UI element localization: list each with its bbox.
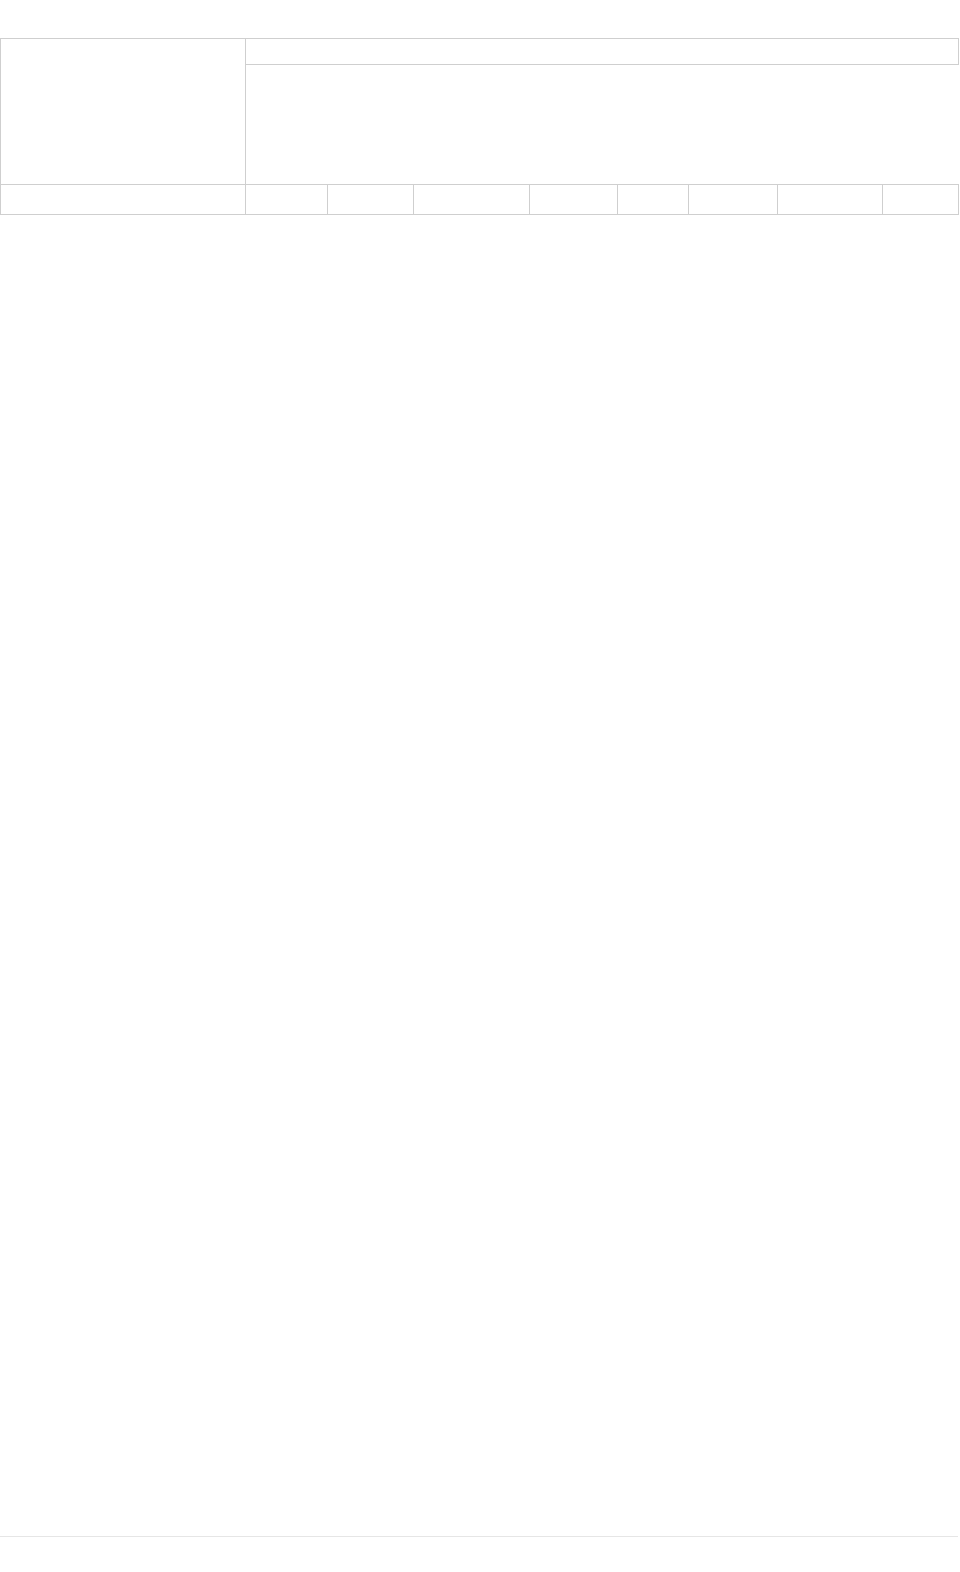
corner-cell	[1, 39, 246, 185]
group-header	[246, 39, 959, 65]
data-table	[0, 38, 959, 215]
divider	[0, 1536, 958, 1537]
section-header	[1, 185, 246, 215]
